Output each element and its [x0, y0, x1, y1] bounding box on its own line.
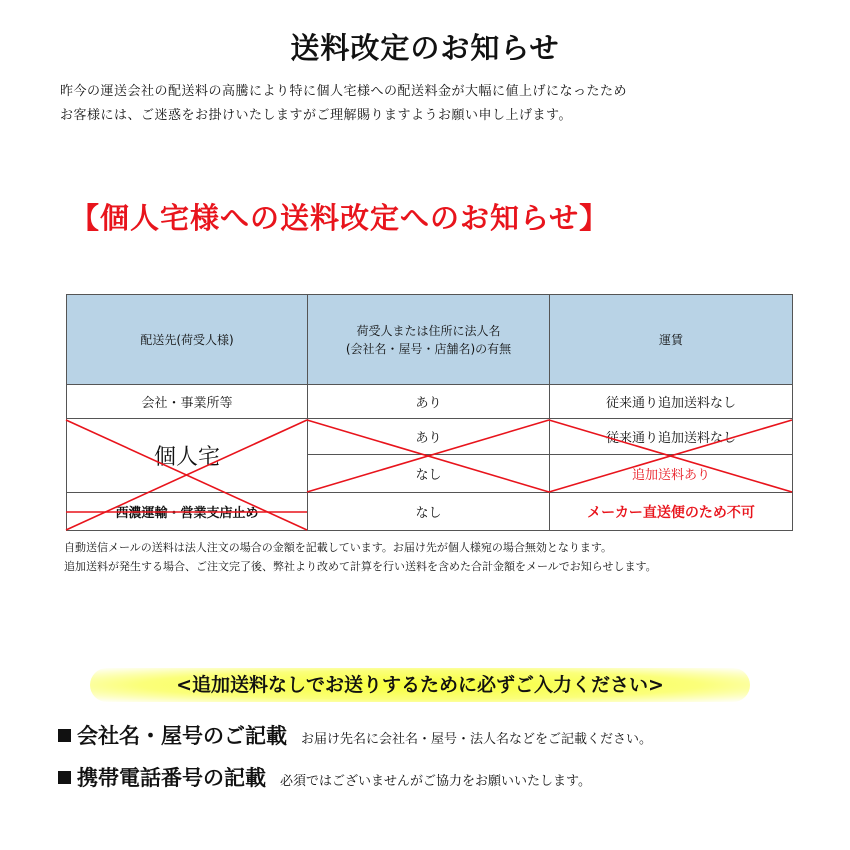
cell-fee: 従来通り追加送料なし: [550, 419, 793, 455]
bullet-square-icon: [58, 771, 71, 784]
cell-destination-private: 個人宅: [67, 419, 308, 493]
intro-line-2: お客様には、ご迷惑をお掛けいたしますがご理解賜りますようお願い申し上げます。: [60, 108, 572, 123]
cell-destination: 会社・事業所等: [67, 385, 308, 419]
page-title: 送料改定のお知らせ: [290, 31, 560, 65]
cell-fee-additional: 追加送料あり: [550, 455, 793, 493]
cell-fee-unavailable: メーカー直送便のため不可: [550, 493, 793, 531]
cell-corporate: あり: [308, 385, 550, 419]
note-line-1: 自動送信メールの送料は法人注文の場合の金額を記載しています。お届け先が個人様宛の場合無効となります。: [64, 541, 613, 554]
header-corporate-line-2: (会社名・屋号・店舗名)の有無: [345, 341, 512, 356]
bullet-square-icon: [58, 729, 71, 742]
cell-destination-depot: 西濃運輸・営業支店止め: [67, 493, 308, 531]
header-destination: 配送先(荷受人様): [67, 295, 308, 385]
item-label: 会社名・屋号のご記載: [77, 724, 287, 748]
item-description: お届け先名に会社名・屋号・法人名などをご記載ください。: [301, 732, 653, 747]
item-label: 携帯電話番号の記載: [77, 766, 266, 790]
intro-line-1: 昨今の運送会社の配送料の高騰により特に個人宅様への配送料金が大幅に値上げになったため: [60, 84, 628, 99]
cell-fee: 従来通り追加送料なし: [550, 385, 793, 419]
cell-corporate: あり: [308, 419, 550, 455]
notes: [64, 538, 824, 576]
list-item-company-name: [58, 720, 838, 750]
cell-corporate: なし: [308, 455, 550, 493]
header-fee: 運賃: [550, 295, 793, 385]
notice-heading: 【個人宅様への送料改定へのお知らせ】: [70, 201, 610, 235]
list-item-phone-number: [58, 762, 838, 792]
note-line-2: 追加送料が発生する場合、ご注文完了後、弊社より改めて計算を行い送料を含めた合計金額をメールでお知らせします。: [64, 560, 657, 573]
highlight-banner: <追加送料なしでお送りするために必ずご入力ください>: [90, 668, 750, 702]
cell-corporate: なし: [308, 493, 550, 531]
item-description: 必須ではございませんがご協力をお願いいたします。: [280, 774, 591, 789]
header-corporate-line-1: 荷受人または住所に法人名: [356, 323, 501, 338]
